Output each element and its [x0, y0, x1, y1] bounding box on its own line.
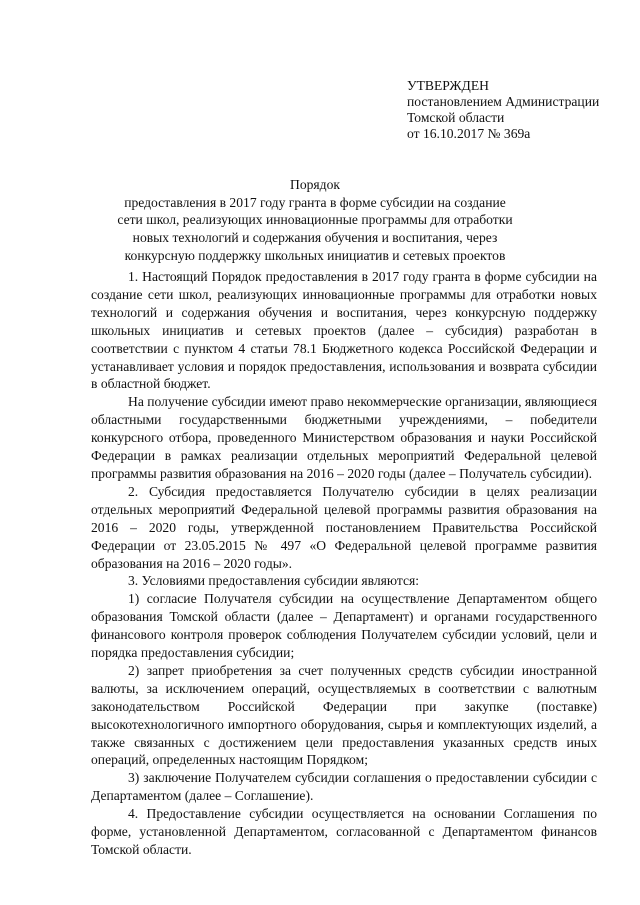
condition-3: 3) заключение Получателем субсидии соглашения о предоставлении субсидии с Департаментом (далее – Соглашение).: [91, 770, 597, 804]
document-body: [91, 268, 597, 859]
approval-line: постановлением Администрации: [407, 94, 600, 109]
approval-line: УТВЕРЖДЕН: [407, 78, 489, 93]
title-subtitle-line: новых технологий и содержания обучения и воспитания, через: [132, 230, 498, 246]
document-title: [100, 176, 530, 265]
condition-1: 1) согласие Получателя субсидии на осуществление Департаментом общего образования Томской области (далее – Департамент) и органами государственного финансового контроля проверок соблюдения Получателем субсидии условий, цели и порядка предоставления субсидии;: [91, 591, 597, 661]
paragraph-3: 3. Условиями предоставления субсидии являются:: [128, 573, 420, 589]
paragraph-2: 2. Субсидия предоставляется Получателю субсидии в целях реализации отдельных мероприятий Федеральной целевой программы развития образования на 2016 – 2020 годы, утвержденной постановлением Правительства Российской Федерации от 23.05.2015 № 497 «О Федеральной целевой программе развития образования на 2016 – 2020 годы».: [91, 483, 597, 571]
title-subtitle-line: предоставления в 2017 году гранта в форме субсидии на создание: [124, 194, 506, 210]
title-subtitle-line: сети школ, реализующих инновационные программы для отработки: [117, 212, 513, 228]
title-subtitle-line: конкурсную поддержку школьных инициатив и сетевых проектов: [124, 247, 506, 263]
paragraph-4: 4. Предоставление субсидии осуществляется на основании Соглашения по форме, установленной Департаментом, согласованной с Департаментом финансов Томской области.: [91, 806, 597, 857]
paragraph-recipients: На получение субсидии имеют право некоммерческие организации, являющиеся областными государственными бюджетными учреждениями, – победители конкурсного отбора, проведенного Министерством образования и науки Российской Федерации в рамках реализации отдельных мероприятий Федеральной целевой программы развития образования на 2016 – 2020 годы (далее – Получатель субсидии).: [91, 394, 597, 481]
title-heading: Порядок: [290, 177, 340, 192]
approval-line: Томской области: [407, 110, 505, 125]
approval-stamp: [407, 78, 627, 142]
condition-2: 2) запрет приобретения за счет полученных средств субсидии иностранной валюты, за исключением операций, осуществляемых в соответствии с валютным законодательством Российской Федерации при закупке (поставке) высокотехнологичного импортного оборудования, сырья и комплектующих изделий, а также связанных с достижением цели предоставления указанных средств иных операций, определенных настоящим Порядком;: [91, 662, 597, 768]
paragraph-1: 1. Настоящий Порядок предоставления в 2017 году гранта в форме субсидии на создание сети школ, реализующих инновационные программы для отработки новых технологий и содержания обучения и воспитания, через конкурсную поддержку школьных инициатив и сетевых проектов (далее – субсидия) разработан в соответствии с пунктом 4 статьи 78.1 Бюджетного кодекса Российской Федерации и устанавливает условия и порядок предоставления, использования и возврата субсидии в областной бюджет.: [91, 269, 597, 392]
approval-line: от 16.10.2017 № 369а: [407, 126, 531, 141]
